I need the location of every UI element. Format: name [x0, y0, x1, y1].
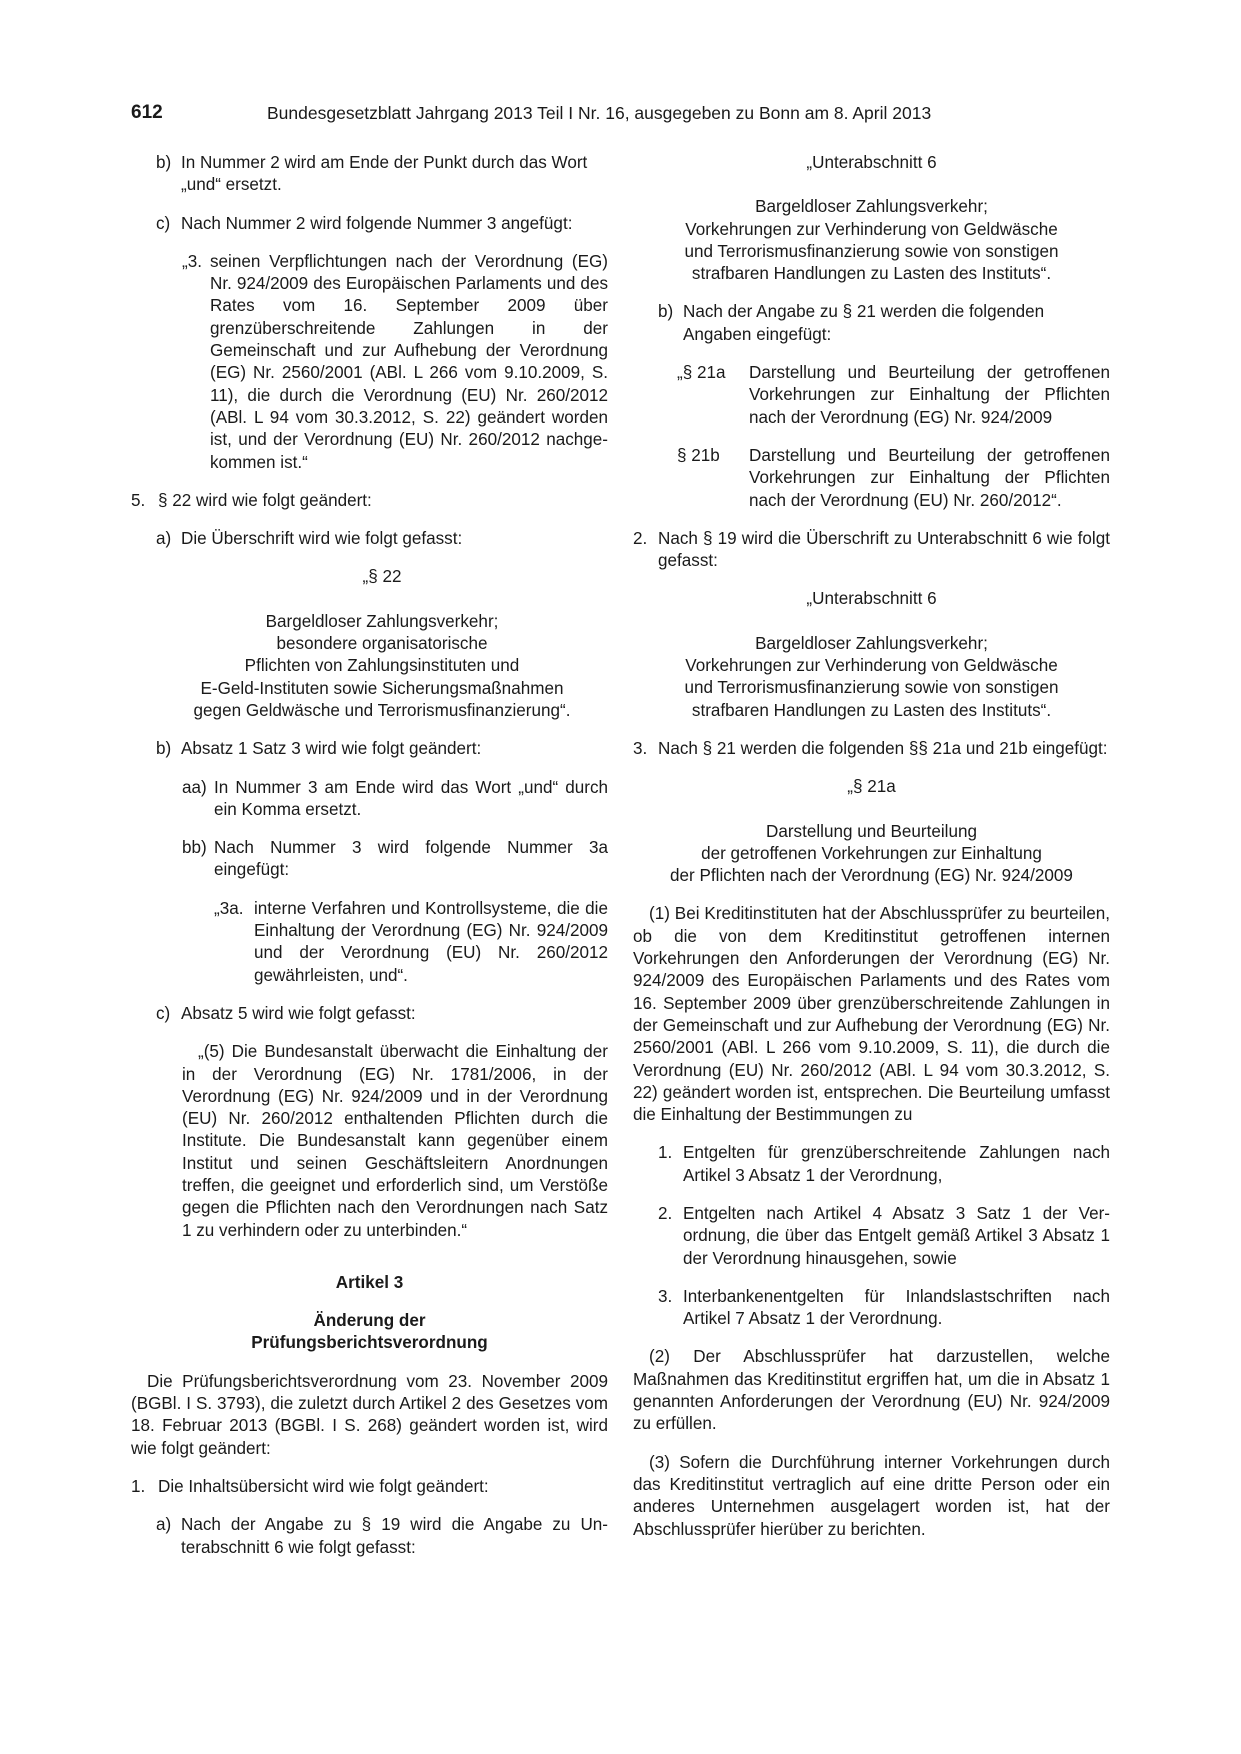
subtitle-line: Änderung der: [313, 1311, 426, 1331]
heading-line: E-Geld-Instituten sowie Sicherungsmaßnahmen: [200, 678, 564, 698]
section-text: Darstellung und Beurteilung der getroffenen Vorkehrungen zur Einhaltung der Pflichten nach der Verordnung (EG) Nr. 924/2009: [749, 363, 1110, 427]
heading-line: und Terrorismusfinanzierung sowie von sonstigen: [684, 678, 1059, 698]
list-item-a-inhalt: [131, 1514, 608, 1559]
item-label: 5.: [131, 490, 146, 510]
heading-spacer: [633, 174, 1110, 196]
enumeration-3: [633, 1286, 1110, 1331]
section-21b-entry: [633, 445, 1110, 512]
item-text: Absatz 5 wird wie folgt gefasst:: [181, 1003, 416, 1023]
item-label: c): [156, 1003, 171, 1023]
heading-line: Pflichten von Zahlungsinstituten und: [244, 656, 520, 676]
enumeration-1: [633, 1142, 1110, 1187]
item-text: Nach § 21 werden die folgenden §§ 21a und 21b eingefügt:: [658, 738, 1108, 758]
heading-line: „§ 22: [362, 567, 402, 587]
item-text: seinen Verpflichtungen nach der Verordnung (EG) Nr. 924/2009 des Europäischen Parlaments und des Rates vom 16. September 2009 über grenzüberschreitende Zahlungen in der Gemeinschaft und zur Aufhebung der Verordnung (EG) Nr. 2560/2001 (ABl. L 266 vom 9.10.2009, S. 11), die durch die Verordnung (EU) Nr. 260/2012 (ABl. L 94 vom 30.3.2012, S. 22) geändert worden ist, und der Verordnung (EU) Nr. 260/2012 nachgekommen ist.“: [210, 251, 608, 472]
item-text: Nach Nummer 2 wird folgende Nummer 3 angefügt:: [181, 213, 573, 233]
heading-spacer: [633, 799, 1110, 821]
item-label: b): [156, 739, 172, 759]
article-subtitle: [131, 1310, 608, 1355]
section-label: § 21b: [677, 445, 720, 465]
quoted-number-3: [131, 251, 608, 474]
list-item-b-absatz1: [131, 738, 608, 760]
item-label: a): [156, 1515, 172, 1535]
section-21a-entry: [633, 362, 1110, 429]
item-text: Interbankenentgelten für Inlandslastschriften nach Artikel 7 Absatz 1 der Verordnung.: [683, 1286, 1110, 1329]
heading-line: Vorkehrungen zur Verhinderung von Geldwäsche: [685, 656, 1058, 676]
absatz-1: (1) Bei Kreditinstituten hat der Abschlussprüfer zu beurteilen, ob die von dem Kreditinstitut getroffenen internen Vorkehrungen den Anforderungen der Verordnung (EG) Nr. 924/2009 des Europäischen Parlaments und des Rates vom 16. September 2009 über grenzüberschreitende Zahlungen in der Gemeinschaft und zur Aufhebung der Verordnung (EG) Nr. 2560/2001 (ABl. L 266 vom 9.10.2009, S. 11), die durch die Verordnung (EU) Nr. 260/2012 (ABl. L 94 vom 30.3.2012, S. 22) geändert worden ist, entsprechen. Die Beurteilung umfasst die Einhaltung der Bestimmungen zu: [633, 904, 1110, 1125]
item-text: In Nummer 3 am Ende wird das Wort „und“ durch ein Komma ersetzt.: [214, 777, 608, 819]
page-header: [131, 101, 981, 125]
list-item-c-absatz5: [131, 1003, 608, 1025]
list-item-c: [131, 213, 608, 235]
heading-line: Bargeldloser Zahlungsverkehr;: [265, 611, 499, 631]
article-title: Artikel 3: [335, 1272, 404, 1292]
enumeration-2: [633, 1203, 1110, 1270]
item-label: b): [658, 302, 674, 322]
item-label: aa): [182, 777, 207, 797]
item-label: a): [156, 529, 172, 549]
heading-line: Darstellung und Beurteilung: [766, 821, 977, 841]
heading-line: der Pflichten nach der Verordnung (EG) Nr. 924/2009: [670, 866, 1073, 886]
item-label: 1.: [658, 1143, 673, 1163]
left-column: [131, 152, 608, 1575]
absatz-2: (2) Der Abschlussprüfer hat darzustellen, welche Maßnahmen das Kreditinstitut ergriffen hat, um die in Absatz 1 genannten Anforderungen der Verordnung (EU) Nr. 924/2009 zu erfüllen.: [633, 1347, 1110, 1434]
gazette-title: Bundesgesetzblatt Jahrgang 2013 Teil I Nr. 16, ausgegeben zu Bonn am 8. April 2013: [267, 103, 932, 123]
item-label: „3.: [182, 251, 202, 271]
list-item-3: [633, 738, 1110, 760]
item-label: 2.: [658, 1203, 673, 1223]
heading-line: der getroffenen Vorkehrungen zur Einhaltung: [701, 843, 1042, 863]
heading-spacer: [633, 611, 1110, 633]
article-intro: Die Prüfungsberichtsverordnung vom 23. November 2009 (BGBl. I S. 3793), die zuletzt durch Artikel 2 des Gesetzes vom 18. Februar 2013 (BGBl. I S. 268) geändert worden ist, wird wie folgt geändert:: [131, 1371, 608, 1458]
list-item-b-right: [633, 301, 1110, 346]
section-22-heading: [131, 566, 608, 722]
heading-line: strafbaren Handlungen zu Lasten des Instituts“.: [691, 700, 1052, 720]
heading-line: „Unterabschnitt 6: [806, 153, 937, 172]
item-label: 2.: [633, 528, 648, 548]
subtitle-line: Prüfungsberichtsverordnung: [251, 1333, 488, 1353]
unterabschnitt-heading-2: [633, 588, 1110, 721]
list-item-a: [131, 528, 608, 550]
heading-line: „Unterabschnitt 6: [806, 589, 937, 609]
item-label: bb): [182, 838, 207, 858]
item-text: Nach der Angabe zu § 19 wird die Angabe zu Unterabschnitt 6 wie folgt gefasst:: [181, 1515, 608, 1557]
item-text: § 22 wird wie folgt geändert:: [158, 490, 372, 510]
item-label: c): [156, 213, 171, 233]
heading-line: besondere organisatorische: [276, 634, 488, 654]
section-text: Darstellung und Beurteilung der getroffenen Vorkehrungen zur Einhaltung der Pflichten nach der Verordnung (EU) Nr. 260/2012“.: [749, 445, 1110, 510]
heading-line: strafbaren Handlungen zu Lasten des Instituts“.: [691, 264, 1052, 284]
list-item-aa: [131, 777, 608, 822]
heading-line: Bargeldloser Zahlungsverkehr;: [755, 633, 988, 653]
item-label: 3.: [658, 1286, 673, 1306]
item-text: Nach Nummer 3 wird folgende Nummer 3a eingefügt:: [214, 838, 608, 880]
unterabschnitt-heading-1: [633, 152, 1110, 285]
heading-line: und Terrorismusfinanzierung sowie von sonstigen: [684, 241, 1059, 261]
quoted-number-3a: [131, 898, 608, 987]
item-label: 1.: [131, 1476, 146, 1496]
list-item-1: [131, 1476, 608, 1498]
item-text: In Nummer 2 wird am Ende der Punkt durch das Wort „und“ ersetzt.: [181, 153, 588, 195]
heading-spacer: [156, 589, 608, 611]
item-text: interne Verfahren und Kontrollsysteme, die die Einhaltung der Verordnung (EG) Nr. 924/2009 und der Verordnung (EU) Nr. 260/2012 gewährleisten, und“.: [254, 898, 608, 985]
item-label: „3a.: [214, 898, 244, 918]
item-text: Nach § 19 wird die Überschrift zu Unterabschnitt 6 wie folgt gefasst:: [658, 528, 1110, 571]
heading-line: Bargeldloser Zahlungsverkehr;: [755, 197, 988, 217]
absatz-5-text: „(5) Die Bundesanstalt überwacht die Einhaltung der in der Verordnung (EG) Nr. 1781/2006, in der Verordnung (EG) Nr. 924/2009 und in der Verordnung (EU) Nr. 260/2012 enthaltenden Pflichten durch die Institute. Die Bundesanstalt kann gegenüber einem Institut und seinen Geschäftsleitern Anordnungen treffen, die geeignet und erforderlich sind, um Verstöße gegen die Pflichten nach den Verordnungen nach Satz 1 zu verhindern oder zu unterbinden.“: [182, 1042, 608, 1240]
page-number: 612: [131, 102, 163, 123]
list-item-bb: [131, 837, 608, 882]
list-item-5: [131, 490, 608, 512]
item-text: Entgelten für grenzüberschreitende Zahlungen nach Artikel 3 Absatz 1 der Verordnung,: [683, 1143, 1110, 1185]
heading-line: „§ 21a: [847, 777, 896, 797]
item-label: b): [156, 153, 172, 172]
item-text: Absatz 1 Satz 3 wird wie folgt geändert:: [181, 739, 482, 759]
item-text: Die Überschrift wird wie folgt gefasst:: [181, 529, 463, 549]
right-column: [633, 152, 1110, 1557]
list-item-b: [131, 152, 608, 197]
absatz-3: (3) Sofern die Durchführung interner Vorkehrungen durch das Kreditinstitut vertraglich auf eine dritte Person oder ein anderes Unternehmen ausgelagert worden ist, hat der Abschlussprüfer hierüber zu berichten.: [633, 1452, 1110, 1539]
list-item-2: [633, 528, 1110, 573]
item-text: Die Inhaltsübersicht wird wie folgt geändert:: [158, 1476, 489, 1496]
section-21a-heading: [633, 776, 1110, 887]
item-text: Entgelten nach Artikel 4 Absatz 3 Satz 1 der Verordnung, die über das Entgelt gemäß Artikel 3 Absatz 1 der Verordnung hinausgehen, sowie: [683, 1203, 1110, 1268]
heading-line: gegen Geldwäsche und Terrorismusfinanzierung“.: [193, 700, 571, 720]
section-label: „§ 21a: [677, 363, 726, 383]
heading-line: Vorkehrungen zur Verhinderung von Geldwäsche: [685, 219, 1058, 239]
item-label: 3.: [633, 738, 648, 758]
item-text: Nach der Angabe zu § 21 werden die folgenden Angaben eingefügt:: [683, 302, 1045, 344]
